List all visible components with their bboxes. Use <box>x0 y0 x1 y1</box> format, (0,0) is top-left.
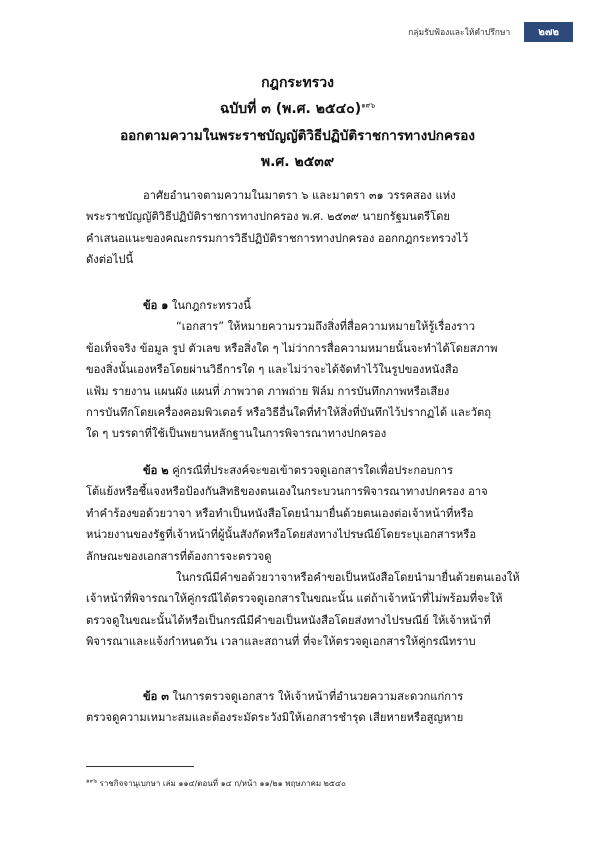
preamble-line: ดังต่อไปนี้ <box>86 253 134 267</box>
preamble-paragraph <box>86 185 528 271</box>
clause-1-lead: ในกฎกระทรวงนี้ <box>168 299 251 312</box>
clause-1-paragraph <box>86 295 528 445</box>
clause-2-para2-line: เจ้าหน้าที่พิจารณาให้คู่กรณีได้ตรวจดูเอกสารในขณะนั้น แต่ถ้าเจ้าหน้าที่ไม่พร้อมที่จะให้ <box>86 592 503 606</box>
footnote-divider <box>86 766 194 767</box>
preamble-line: คำเสนอแนะของคณะกรรมการวิธีปฏิบัติราชการทางปกครอง ออกกฎกระทรวงไว้ <box>86 231 469 245</box>
clause-3-label: ข้อ ๓ <box>143 690 169 703</box>
clause-1-line: “เอกสาร” ให้หมายความรวมถึงสิ่งที่สื่อความหมายให้รู้เรื่องราว <box>176 320 475 334</box>
clause-1-line: การบันทึกโดยเครื่องคอมพิวเตอร์ หรือวิธีอื่นใดที่ทำให้สิ่งที่บันทึกไว้ปรากฏได้ และวัตถุ <box>86 406 492 420</box>
document-type-title: กฎกระทรวง <box>261 75 334 91</box>
clause-1-line: ใด ๆ บรรดาที่ใช้เป็นพยานหลักฐานในการพิจารณาทางปกครอง <box>86 427 387 441</box>
clause-2-line: หน่วยงานของรัฐที่เจ้าหน้าที่ผู้นั้นสังกัดหรือโดยส่งทางไปรษณีย์โดยระบุเอกสารหรือ <box>86 528 477 542</box>
clause-3-line: ตรวจดูความเหมาะสมและต้องระมัดระวังมิให้เอกสารชำรุด เสียหายหรือสูญหาย <box>86 711 464 725</box>
regulation-number-title <box>0 98 595 120</box>
clause-3-heading <box>86 686 528 707</box>
clause-2-heading <box>86 460 528 481</box>
regulation-number-text: ฉบับที่ ๓ (พ.ศ. ๒๕๔๐) <box>219 101 362 117</box>
clause-2-line: ทำคำร้องขอด้วยวาจา หรือทำเป็นหนังสือโดยนำมายื่นด้วยตนเองต่อเจ้าหน้าที่หรือ <box>86 506 474 520</box>
clause-2-para2-line: ในกรณีมีคำขอด้วยวาจาหรือคำขอเป็นหนังสือโดยนำมายื่นด้วยตนเองให้ <box>176 571 520 585</box>
act-year-title: พ.ศ. ๒๕๓๙ <box>260 154 335 170</box>
clause-2-paragraph <box>86 460 528 653</box>
clause-2-para2-line: พิจารณาและแจ้งกำหนดวัน เวลาและสถานที่ ที่จะให้ตรวจดูเอกสารให้คู่กรณีทราบ <box>86 635 476 649</box>
preamble-line: อาศัยอำนาจตามความในมาตรา ๖ และมาตรา ๓๑ วรรคสอง แห่ง <box>143 189 456 202</box>
footnote <box>86 777 346 790</box>
footnote-marker: ๑๙๖ <box>86 778 98 785</box>
clause-3-lead: ในการตรวจดูเอกสาร ให้เจ้าหน้าที่อำนวยความสะดวกแก่การ <box>168 690 464 703</box>
clause-2-label: ข้อ ๒ <box>143 464 169 477</box>
clause-1-line: ข้อเท็จจริง ข้อมูล รูป ตัวเลข หรือสิ่งใด ๆ ไม่ว่าการสื่อความหมายนั้นจะทำได้โดยสภาพ <box>86 341 498 355</box>
department-label: กลุ่มรับฟ้องและให้คำปรึกษา <box>408 28 511 38</box>
clause-1-label: ข้อ ๑ <box>143 299 169 312</box>
title-footnote-ref: ๑๙๖ <box>361 101 376 110</box>
clause-1-line: แฟ้ม รายงาน แผนผัง แผนที่ ภาพวาด ภาพถ่าย ฟิล์ม การบันทึกภาพหรือเสียง <box>86 384 450 398</box>
enabling-act-title: ออกตามความในพระราชบัญญัติวิธีปฏิบัติราชการทางปกครอง <box>120 128 475 144</box>
footnote-text: ราชกิจจานุเบกษา เล่ม ๑๑๔/ตอนที่ ๑๔ ก/หน้า ๑๑/๒๑ พฤษภาคม ๒๕๔๐ <box>97 779 346 788</box>
clause-3-paragraph <box>86 686 528 729</box>
clause-2-para2-line: ตรวจดูในขณะนั้นได้หรือเป็นกรณีมีคำขอเป็นหนังสือโดยส่งทางไปรษณีย์ ให้เจ้าหน้าที่ <box>86 613 491 627</box>
clause-2-line: โต้แย้งหรือชี้แจงหรือป้องกันสิทธิของตนเองในกระบวนการพิจารณาทางปกครอง อาจ <box>86 485 488 499</box>
clause-1-heading <box>86 295 528 316</box>
clause-2-lead: คู่กรณีที่ประสงค์จะขอเข้าตรวจดูเอกสารใดเพื่อประกอบการ <box>168 464 454 477</box>
page-number-badge: ๒๗๒ <box>524 22 573 42</box>
page-header <box>408 22 573 42</box>
clause-2-line: ลักษณะของเอกสารที่ต้องการจะตรวจดู <box>86 549 272 563</box>
clause-1-line: ของสิ่งนั้นเองหรือโดยผ่านวิธีการใด ๆ และไม่ว่าจะได้จัดทำไว้ในรูปของหนังสือ <box>86 363 459 377</box>
preamble-line: พระราชบัญญัติวิธีปฏิบัติราชการทางปกครอง พ.ศ. ๒๕๓๙ นายกรัฐมนตรีโดย <box>86 210 450 224</box>
